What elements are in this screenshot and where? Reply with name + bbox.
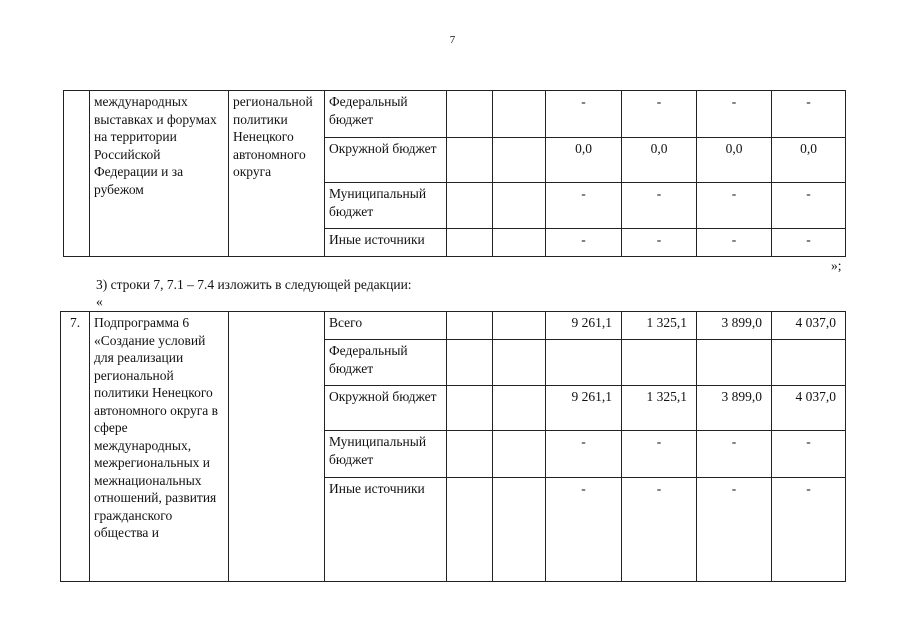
value-cell: - (546, 431, 622, 478)
funding-source: Иные источники (325, 478, 447, 582)
executor-cell: региональной политики Ненецкого автономного округа (229, 91, 325, 257)
budget-table-continued (63, 90, 846, 257)
value-cell: - (697, 229, 772, 257)
value-cell: - (622, 431, 697, 478)
value-cell: - (697, 91, 772, 138)
empty-cell (447, 138, 493, 183)
empty-cell (447, 229, 493, 257)
subprogram-title: Подпрограмма 6 «Создание условий для реализации региональной политики Ненецкого автономного округа в сфере международных, межрегиональных и межнациональных отношений, развития гражданского общества и (90, 312, 229, 582)
value-cell: - (772, 478, 846, 582)
value-cell: - (546, 183, 622, 229)
value-cell: - (622, 478, 697, 582)
opening-quote: « (96, 294, 103, 309)
value-cell: - (772, 91, 846, 138)
closing-quote: »; (831, 258, 842, 273)
value-cell: 3 899,0 (697, 312, 772, 340)
empty-cell (493, 138, 546, 183)
value-cell (622, 340, 697, 386)
empty-cell (447, 312, 493, 340)
value-cell: 0,0 (546, 138, 622, 183)
empty-cell (493, 229, 546, 257)
page-number: 7 (449, 34, 456, 46)
value-cell: - (546, 478, 622, 582)
value-cell: 9 261,1 (546, 312, 622, 340)
empty-cell (493, 386, 546, 431)
funding-source: Окружной бюджет (325, 386, 447, 431)
funding-source: Всего (325, 312, 447, 340)
value-cell: - (622, 229, 697, 257)
value-cell: - (546, 91, 622, 138)
empty-cell (447, 183, 493, 229)
empty-cell (493, 183, 546, 229)
value-cell: - (622, 91, 697, 138)
value-cell: 9 261,1 (546, 386, 622, 431)
funding-source: Муниципальный бюджет (325, 431, 447, 478)
empty-cell (493, 91, 546, 138)
value-cell: 0,0 (772, 138, 846, 183)
empty-cell (493, 431, 546, 478)
value-cell: 0,0 (697, 138, 772, 183)
empty-cell (493, 312, 546, 340)
empty-cell (447, 386, 493, 431)
value-cell: 4 037,0 (772, 312, 846, 340)
value-cell: - (697, 478, 772, 582)
value-cell: - (772, 183, 846, 229)
executor-cell (229, 312, 325, 582)
funding-source: Муниципальный бюджет (325, 183, 447, 229)
empty-cell (447, 431, 493, 478)
value-cell: 4 037,0 (772, 386, 846, 431)
value-cell: - (546, 229, 622, 257)
value-cell: 3 899,0 (697, 386, 772, 431)
value-cell (772, 340, 846, 386)
funding-source: Федеральный бюджет (325, 91, 447, 138)
value-cell: - (772, 229, 846, 257)
activity-cell: международных выставках и форумах на территории Российской Федерации и за рубежом (90, 91, 229, 257)
amendment-instruction: 3) строки 7, 7.1 – 7.4 изложить в следующей редакции: (96, 277, 412, 292)
funding-source: Федеральный бюджет (325, 340, 447, 386)
value-cell: - (697, 431, 772, 478)
value-cell: - (622, 183, 697, 229)
funding-source: Иные источники (325, 229, 447, 257)
funding-source: Окружной бюджет (325, 138, 447, 183)
row-number-cell: 7. (61, 312, 90, 582)
value-cell: - (697, 183, 772, 229)
empty-cell (493, 478, 546, 582)
value-cell: 1 325,1 (622, 386, 697, 431)
empty-cell (493, 340, 546, 386)
value-cell (546, 340, 622, 386)
value-cell: 0,0 (622, 138, 697, 183)
budget-table-new (60, 311, 846, 582)
value-cell: 1 325,1 (622, 312, 697, 340)
empty-cell (447, 340, 493, 386)
row-number-cell (64, 91, 90, 257)
empty-cell (447, 91, 493, 138)
value-cell (697, 340, 772, 386)
empty-cell (447, 478, 493, 582)
value-cell: - (772, 431, 846, 478)
